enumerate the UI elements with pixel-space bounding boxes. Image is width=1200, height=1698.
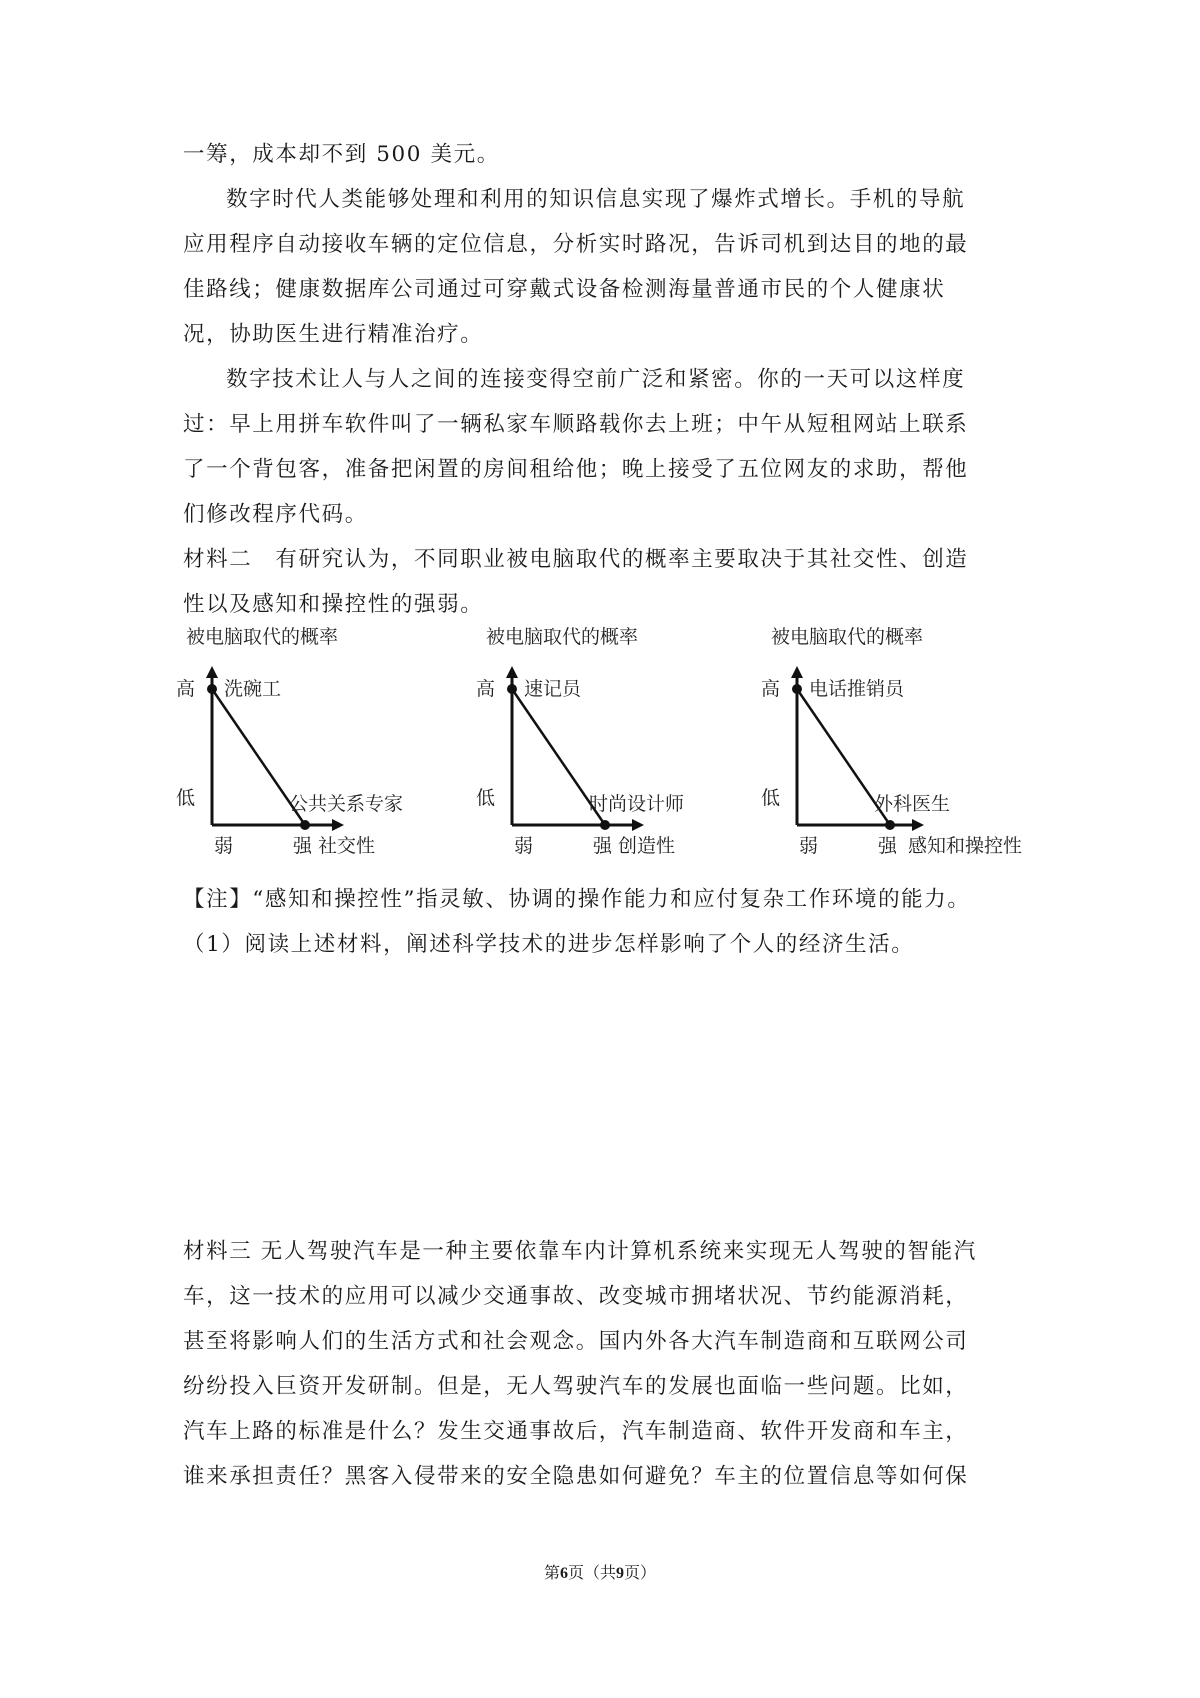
y-tick-low: 低 [176, 787, 196, 809]
x-axis-label: 社交性 [318, 835, 376, 857]
data-point [507, 684, 517, 694]
data-point [300, 820, 310, 830]
footer-prefix: 第 [543, 1565, 560, 1582]
y-axis-arrow-icon [506, 666, 518, 678]
x-axis-label: 感知和操控性 [908, 835, 1023, 857]
footer-page-number: 6 [559, 1565, 568, 1582]
x-tick-strong: 强 [878, 835, 898, 857]
data-point [207, 684, 217, 694]
x-axis-arrow-icon [632, 819, 644, 831]
y-axis-label: 被电脑取代的概率 [486, 626, 639, 648]
data-label-low: 时尚设计师 [589, 793, 685, 815]
data-point [600, 820, 610, 830]
data-point [792, 684, 802, 694]
paragraph-line: 材料三 无人驾驶汽车是一种主要依靠车内计算机系统来实现无人驾驶的智能汽 [183, 1239, 977, 1264]
paragraph-line: 们修改程序代码。 [183, 502, 368, 527]
paragraph-line: 应用程序自动接收车辆的定位信息，分析实时路况，告诉司机到达目的地的最 [183, 232, 969, 257]
paragraph-line: 了一个背包客，准备把闲置的房间租给他；晚上接受了五位网友的求助，帮他 [183, 457, 969, 482]
data-label-high: 洗碗工 [224, 678, 282, 700]
x-axis-label: 创造性 [618, 835, 676, 857]
x-tick-weak: 弱 [799, 835, 819, 857]
paragraph-line: 况，协助医生进行精准治疗。 [183, 322, 484, 347]
y-tick-high: 高 [761, 678, 781, 700]
footer-suffix: 页） [624, 1565, 657, 1582]
footer-mid: 页（共 [567, 1565, 616, 1582]
paragraph-line: 一筹，成本却不到 500 美元。 [183, 142, 500, 167]
note-text: 【注】“感知和操控性”指灵敏、协调的操作能力和应付复杂工作环境的能力。 [183, 887, 971, 912]
paragraph-line: 过：早上用拼车软件叫了一辆私家车顺路载你去上班；中午从短租网站上联系 [183, 412, 969, 437]
x-axis-arrow-icon [332, 819, 344, 831]
question-text: （1）阅读上述材料，阐述科学技术的进步怎样影响了个人的经济生活。 [183, 932, 915, 957]
paragraph-line: 数字技术让人与人之间的连接变得空前广泛和紧密。你的一天可以这样度 [226, 367, 966, 392]
paragraph-line: 汽车上路的标准是什么？发生交通事故后，汽车制造商、软件开发商和车主， [183, 1419, 969, 1444]
x-axis-arrow-icon [912, 819, 924, 831]
paragraph-line: 材料二 有研究认为，不同职业被电脑取代的概率主要取决于其社交性、创造 [183, 547, 969, 572]
data-label-high: 电话推销员 [809, 678, 905, 700]
paragraph-line: 谁来承担责任？黑客入侵带来的安全隐患如何避免？车主的位置信息等如何保 [183, 1464, 969, 1489]
paragraph-line: 车，这一技术的应用可以减少交通事故、改变城市拥堵状况、节约能源消耗， [183, 1284, 969, 1309]
y-tick-high: 高 [476, 678, 496, 700]
y-tick-high: 高 [176, 678, 196, 700]
data-label-high: 速记员 [524, 678, 582, 700]
page-footer [0, 1560, 1200, 1583]
y-axis-label: 被电脑取代的概率 [186, 626, 339, 648]
data-label-low: 公共关系专家 [289, 793, 404, 815]
x-tick-strong: 强 [293, 835, 313, 857]
x-tick-weak: 弱 [214, 835, 234, 857]
paragraph-line: 佳路线；健康数据库公司通过可穿戴式设备检测海量普通市民的个人健康状 [183, 277, 946, 302]
paragraph-line: 纷纷投入巨资开发研制。但是，无人驾驶汽车的发展也面临一些问题。比如， [183, 1374, 969, 1399]
paragraph-line: 数字时代人类能够处理和利用的知识信息实现了爆炸式增长。手机的导航 [226, 187, 966, 212]
x-tick-strong: 强 [593, 835, 613, 857]
data-label-low: 外科医生 [874, 793, 951, 815]
y-axis-arrow-icon [206, 666, 218, 678]
paragraph-line: 性以及感知和操控性的强弱。 [183, 592, 484, 617]
footer-total-pages: 9 [616, 1565, 624, 1582]
y-tick-low: 低 [761, 787, 781, 809]
data-point [885, 820, 895, 830]
paragraph-line: 甚至将影响人们的生活方式和社会观念。国内外各大汽车制造商和互联网公司 [183, 1329, 969, 1354]
y-axis-arrow-icon [791, 666, 803, 678]
y-tick-low: 低 [476, 787, 496, 809]
x-tick-weak: 弱 [514, 835, 534, 857]
y-axis-label: 被电脑取代的概率 [771, 626, 924, 648]
